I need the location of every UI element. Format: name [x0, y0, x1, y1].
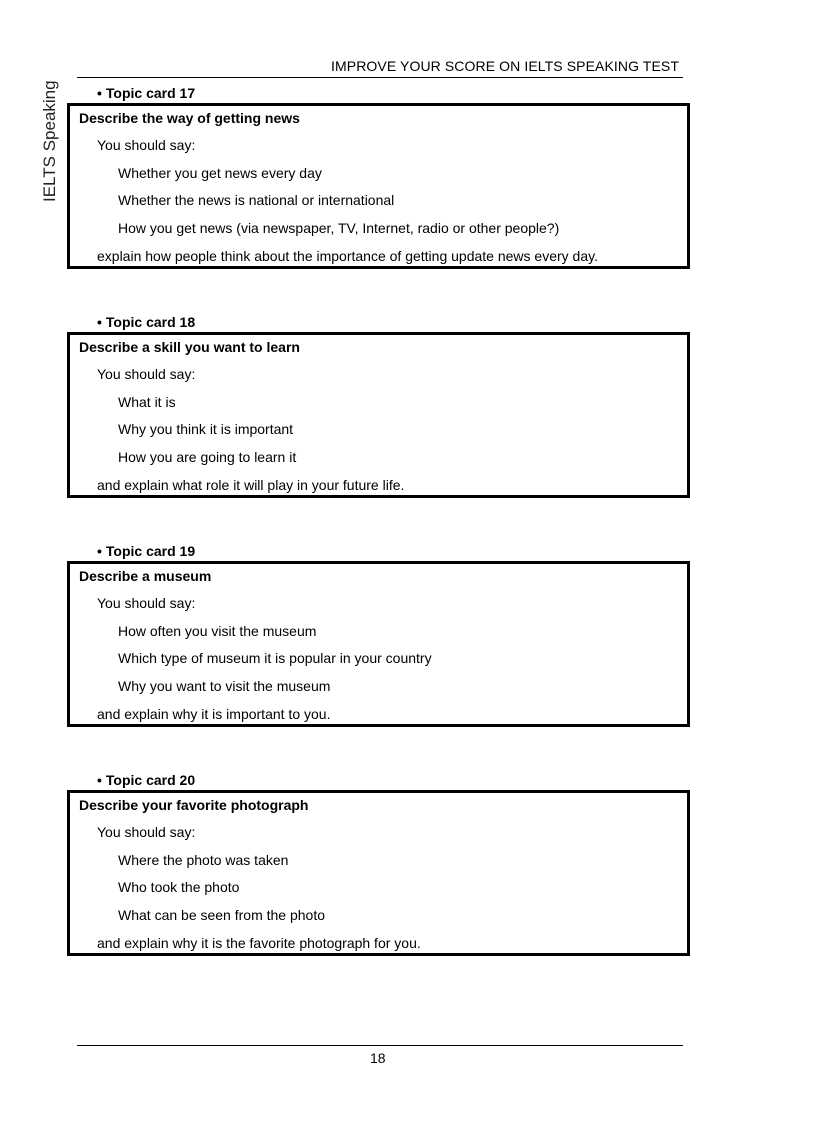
card-explain: and explain why it is the favorite photograph for you. — [97, 935, 421, 951]
bullet-icon: • — [97, 772, 102, 788]
topic-heading-label: Topic card 19 — [105, 543, 196, 559]
card-prompt: Whether the news is national or international — [118, 192, 395, 208]
bullet-icon: • — [97, 314, 102, 330]
card-prompt: How you get news (via newspaper, TV, Internet, radio or other people?) — [118, 220, 560, 236]
card-prompt: What it is — [118, 394, 176, 410]
card-prompt: Why you think it is important — [118, 421, 294, 437]
card-box — [67, 332, 690, 498]
card-prompt: Why you want to visit the museum — [118, 678, 331, 694]
card-explain: and explain why it is important to you. — [97, 706, 331, 722]
card-prompt: Whether you get news every day — [118, 165, 322, 181]
topic-heading — [97, 543, 195, 559]
side-label: IELTS Speaking — [40, 80, 59, 202]
card-prompt: Which type of museum it is popular in your country — [118, 650, 432, 666]
you-should-say: You should say: — [97, 595, 196, 611]
card-title: Describe a museum — [79, 568, 212, 584]
card-prompt: How often you visit the museum — [118, 623, 317, 639]
card-box — [67, 790, 690, 956]
card-explain: and explain what role it will play in your future life. — [97, 477, 405, 493]
card-box — [67, 561, 690, 727]
page-number: 18 — [370, 1050, 386, 1066]
header-rule — [77, 77, 683, 78]
bullet-icon: • — [97, 543, 102, 559]
card-prompt: Who took the photo — [118, 879, 240, 895]
card-title: Describe the way of getting news — [79, 110, 300, 126]
topic-heading-label: Topic card 17 — [105, 85, 196, 101]
topic-heading-label: Topic card 18 — [105, 314, 196, 330]
header-title: IMPROVE YOUR SCORE ON IELTS SPEAKING TEST — [331, 58, 679, 74]
card-box — [67, 103, 690, 269]
footer-rule — [77, 1045, 683, 1046]
topic-heading — [97, 772, 195, 788]
card-title: Describe your favorite photograph — [79, 797, 309, 813]
you-should-say: You should say: — [97, 824, 196, 840]
card-prompt: How you are going to learn it — [118, 449, 297, 465]
card-prompt: What can be seen from the photo — [118, 907, 326, 923]
you-should-say: You should say: — [97, 137, 196, 153]
topic-heading — [97, 85, 195, 101]
topic-heading-label: Topic card 20 — [105, 772, 196, 788]
topic-heading — [97, 314, 195, 330]
bullet-icon: • — [97, 85, 102, 101]
card-prompt: Where the photo was taken — [118, 852, 289, 868]
card-explain: explain how people think about the importance of getting update news every day. — [97, 248, 598, 264]
you-should-say: You should say: — [97, 366, 196, 382]
card-title: Describe a skill you want to learn — [79, 339, 300, 355]
